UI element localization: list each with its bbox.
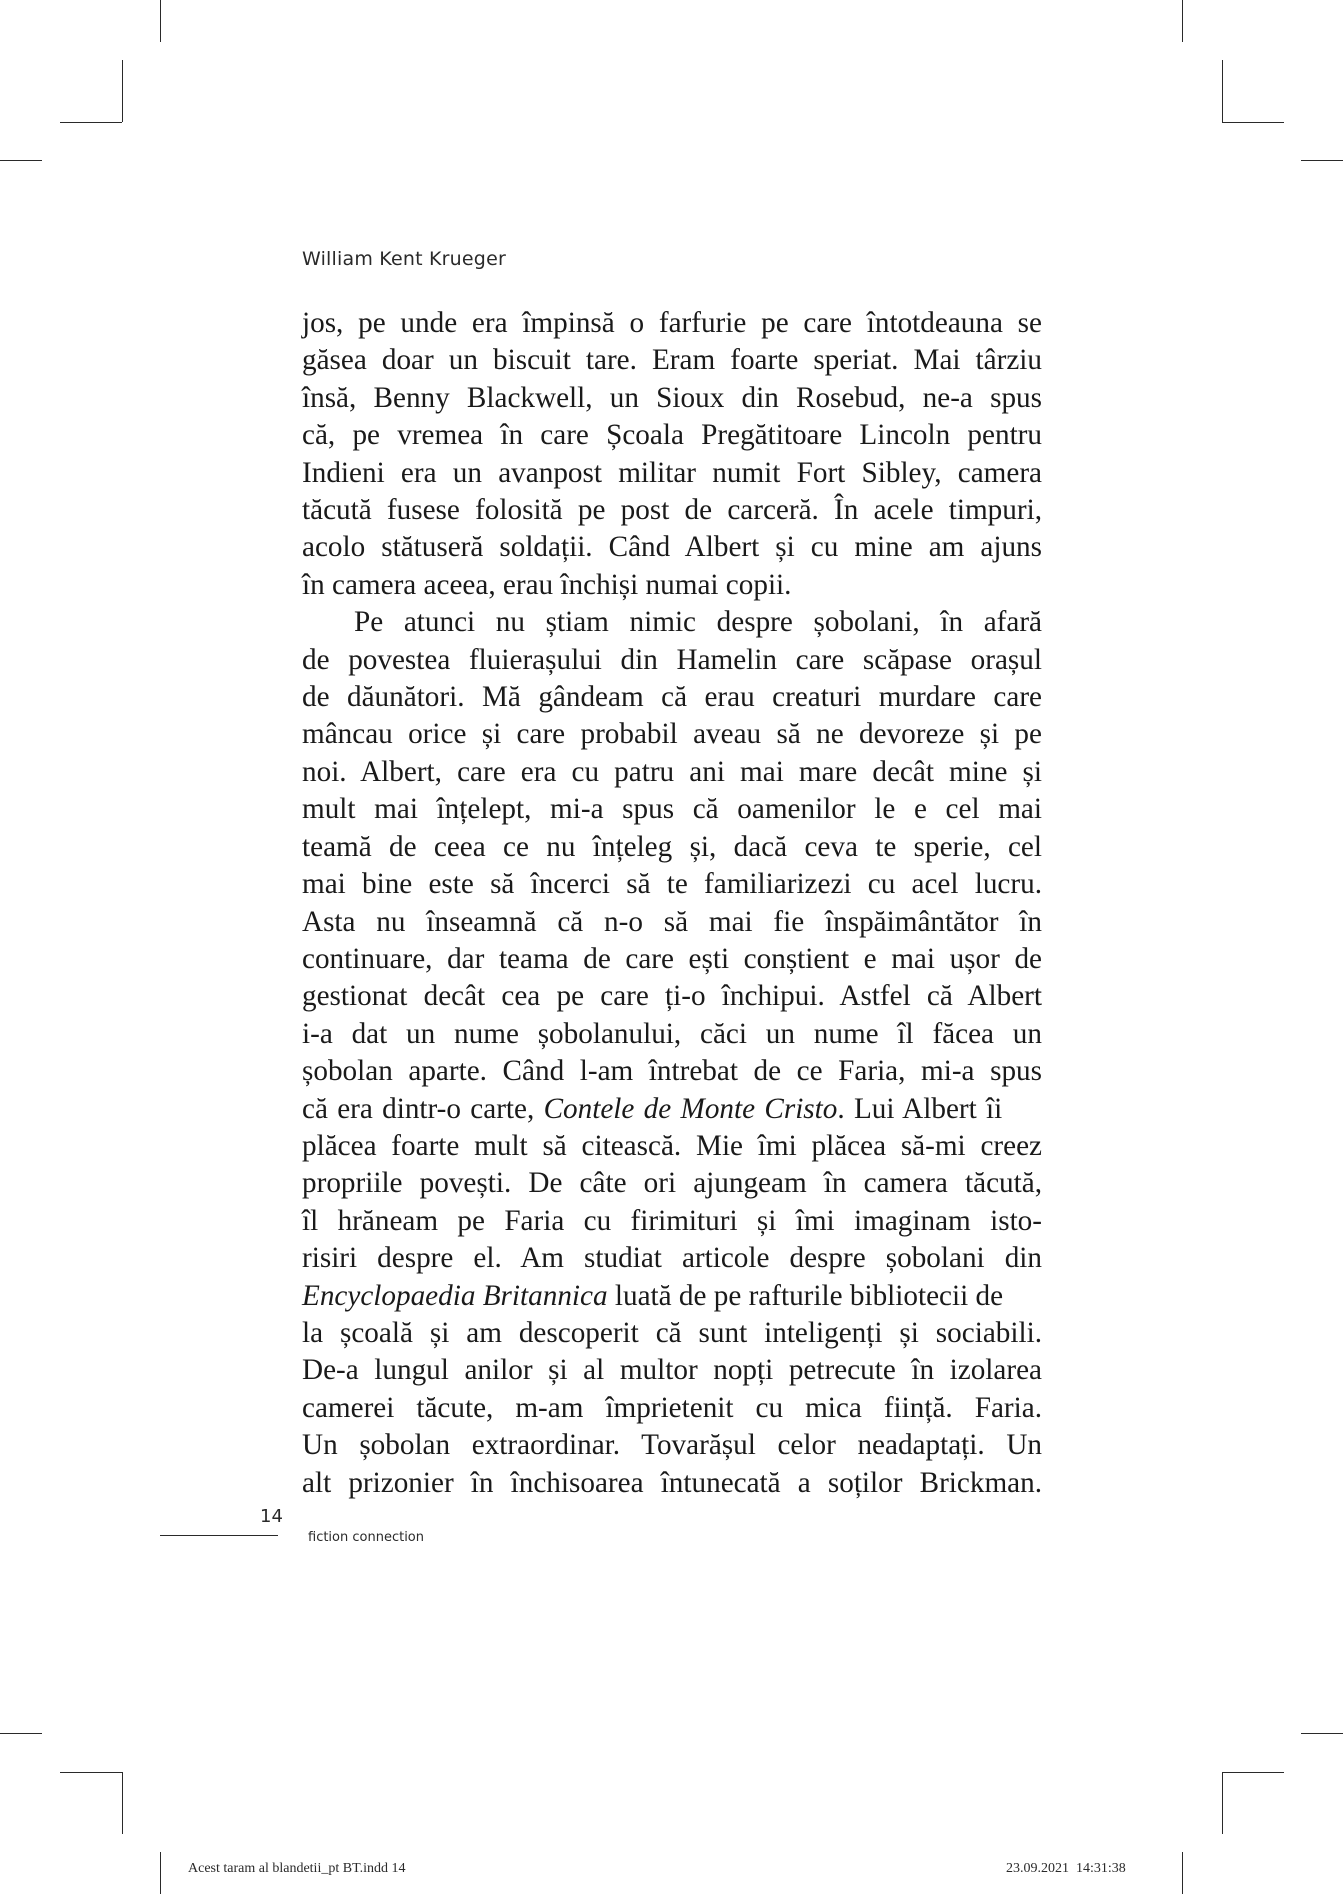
crop-mark xyxy=(1301,160,1343,161)
footer-rule xyxy=(160,1535,278,1536)
crop-mark xyxy=(60,1772,122,1773)
text-line: mult mai înțelept, mi-a spus că oamenilor le e cel mai xyxy=(302,793,1042,826)
book-title: Encyclopaedia Britannica xyxy=(302,1279,608,1312)
text-segment: că era dintr-o carte, xyxy=(302,1092,544,1125)
crop-mark xyxy=(0,1733,42,1734)
text-line xyxy=(302,1091,1042,1128)
text-line xyxy=(302,1278,1042,1315)
text-line: risiri despre el. Am studiat articole despre șobolani din xyxy=(302,1242,1042,1275)
text-line: jos, pe unde era împinsă o farfurie pe care întotdeauna se xyxy=(302,307,1042,339)
text-line: șobolan aparte. Când l-am întrebat de ce Faria, mi-a spus xyxy=(302,1055,1042,1088)
text-line: îl hrăneam pe Faria cu firimituri și îmi imaginam isto- xyxy=(302,1204,1042,1237)
text-line: de povestea fluierașului din Hamelin care scăpase orașul xyxy=(302,643,1042,676)
crop-mark xyxy=(1222,1772,1223,1834)
text-line: găsea doar un biscuit tare. Eram foarte speriat. Mai târziu xyxy=(302,344,1042,377)
crop-mark xyxy=(160,0,161,42)
text-line: mai bine este să încerci să te familiarizezi cu acel lucru. xyxy=(302,868,1042,901)
text-line: plăcea foarte mult să citească. Mie îmi plăcea să-mi creez xyxy=(302,1129,1042,1162)
page-number: 14 xyxy=(260,1506,283,1527)
text-line: De-a lungul anilor și al multor nopți petrecute în izolarea xyxy=(302,1354,1042,1387)
slug-date: 23.09.2021 xyxy=(1006,1861,1069,1876)
text-line: însă, Benny Blackwell, un Sioux din Rosebud, ne-a spus xyxy=(302,381,1042,414)
body-text xyxy=(302,305,1042,1502)
slug-timestamp xyxy=(1006,1861,1126,1877)
text-line: în camera aceea, erau închiși numai copii. xyxy=(302,568,792,601)
crop-mark xyxy=(1222,1772,1284,1773)
running-head-author: William Kent Krueger xyxy=(302,248,506,270)
text-line: noi. Albert, care era cu patru ani mai mare decât mine și xyxy=(302,755,1042,788)
text-line: continuare, dar teama de care ești conștient e mai ușor de xyxy=(302,942,1042,975)
text-segment: luată de pe rafturile bibliotecii de xyxy=(607,1279,1004,1312)
crop-mark xyxy=(1222,60,1223,122)
crop-mark xyxy=(122,1772,123,1834)
text-line: camerei tăcute, m-am împrietenit cu mica ființă. Faria. xyxy=(302,1391,1042,1424)
text-line: propriile povești. De câte ori ajungeam în camera tăcută, xyxy=(302,1167,1042,1200)
crop-mark xyxy=(0,160,42,161)
text-line: Asta nu înseamnă că n-o să mai fie înspăimântător în xyxy=(302,905,1042,938)
text-line: Un șobolan extraordinar. Tovarășul celor neadaptați. Un xyxy=(302,1429,1042,1462)
crop-mark xyxy=(1182,0,1183,42)
text-line: gestionat decât cea pe care ți-o închipui. Astfel că Albert xyxy=(302,980,1042,1013)
crop-mark xyxy=(1222,122,1284,123)
crop-mark xyxy=(160,1852,161,1894)
slug-file-name: Acest taram al blandetii_pt BT.indd 14 xyxy=(188,1861,406,1876)
text-line: de dăunători. Mă gândeam că erau creaturi murdare care xyxy=(302,681,1042,714)
imprint-label: fiction connection xyxy=(308,1530,424,1545)
text-line: i-a dat un nume șobolanului, căci un nume îl făcea un xyxy=(302,1017,1042,1050)
text-line: alt prizonier în închisoarea întunecată a soților Brickman. xyxy=(302,1466,1042,1499)
text-line: teamă de ceea ce nu înțeleg și, dacă ceva te sperie, cel xyxy=(302,830,1042,863)
text-line: acolo stătuseră soldații. Când Albert și cu mine am ajuns xyxy=(302,531,1042,564)
text-line: că, pe vremea în care Școala Pregătitoare Lincoln pentru xyxy=(302,419,1042,452)
crop-mark xyxy=(122,60,123,122)
text-segment: . Lui Albert îi xyxy=(837,1092,1003,1125)
slug-time: 14:31:38 xyxy=(1076,1861,1126,1876)
text-line: Indieni era un avanpost militar numit Fort Sibley, camera xyxy=(302,456,1042,489)
crop-mark xyxy=(60,122,122,123)
text-line: la școală și am descoperit că sunt inteligenți și sociabili. xyxy=(302,1316,1042,1349)
crop-mark xyxy=(1301,1733,1343,1734)
text-line: mâncau orice și care probabil aveau să ne devoreze și pe xyxy=(302,718,1042,751)
book-title: Contele de Monte Cristo xyxy=(543,1092,838,1125)
text-line: tăcută fusese folosită pe post de carceră. În acele timpuri, xyxy=(302,494,1042,527)
crop-mark xyxy=(1182,1852,1183,1894)
text-line: Pe atunci nu știam nimic despre șobolani, în afară xyxy=(354,606,1042,639)
